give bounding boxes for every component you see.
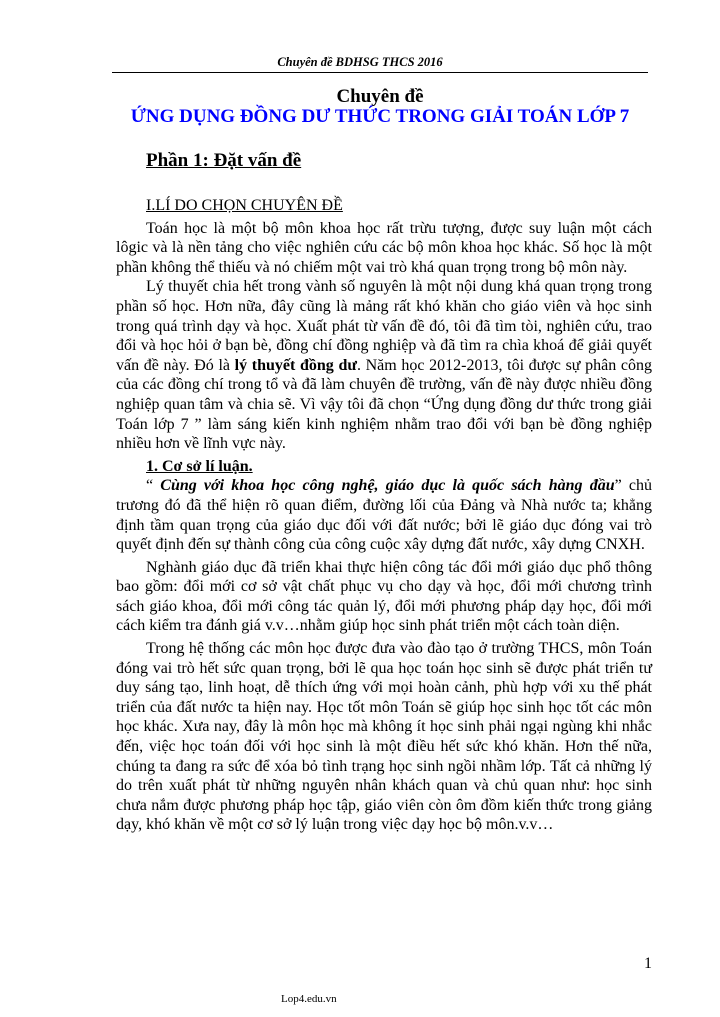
page-number: 1 [644, 955, 652, 972]
paragraph-3-emphasis: Cùng với khoa học công nghệ, giáo dục là quốc sách hàng đầu [160, 477, 615, 495]
footer-source: Lop4.edu.vn [281, 993, 337, 1005]
paragraph-2-bold: lý thuyết đồng dư [234, 356, 357, 374]
part-heading: Phần 1: Đặt vấn đề [146, 150, 302, 171]
subheading-1: 1. Cơ sở lí luận. [146, 457, 253, 475]
paragraph-3-quote: “ [146, 477, 161, 495]
paragraph-3 [116, 476, 652, 554]
header-rule [112, 72, 648, 73]
paragraph-2-text-b: . Năm học 2012-2013, tôi được sự phân công của các đồng chí trong tổ và đã làm chuyên đề trường, vấn đề này được nhiều đồng nghiệp quan tâm và chia sẽ. Vì vậy tôi đã chọn “Ứng dụng đồng dư thức trong giải Toán lớp 7 ” làm sáng kiến kinh nghiệm nhằm trao đổi với bạn bè đồng nghiệp nhiều hơn về lĩnh vực này. [116, 356, 652, 453]
paragraph-4: Nghành giáo dục đã triển khai thực hiện công tác đổi mới giáo dục phổ thông bao gồm: đổi mới cơ sở vật chất phục vụ cho dạy và học, đổi mới chương trình sách giáo khoa, đổi mới công tác quản lý, đổi mới phương pháp dạy học, đổi mới cách kiểm tra đánh giá v.v…nhằm giúp học sinh phát triển một cách toàn diện. [116, 558, 652, 635]
section-heading: I.LÍ DO CHỌN CHUYÊN ĐỀ [146, 197, 343, 214]
paragraph-5: Trong hệ thống các môn học được đưa vào đào tạo ở trường THCS, môn Toán đóng vai trò hết sức quan trọng, bởi lẽ qua học toán học sinh sẽ được phát triển tư duy sáng tạo, linh hoạt, dễ thích ứng với mọi hoàn cảnh, phù hợp với xu thế phát triển của đất nước ta hiện nay. Học tốt môn Toán sẽ giúp học sinh học tốt các môn học khác. Xưa nay, đây là môn học mà không ít học sinh phải ngại ngùng khi nhắc đến, việc học toán đối với học sinh là một điều hết sức khó khăn. Hơn thế nữa, chúng ta đang ra sức để xóa bỏ tình trạng học sinh ngồi nhầm lớp. Tất cả những lý do trên xuất phát từ những nguyên nhân khách quan và chủ quan như: học sinh chưa nắm được phương pháp học tập, giáo viên còn ôm đồm kiến thức trong giảng dạy, khó khăn về một cơ sở lý luận trong việc dạy học bộ môn.v.v… [116, 640, 652, 834]
running-header: Chuyên đề BDHSG THCS 2016 [277, 55, 443, 69]
paragraph-2-text-a: Lý thuyết chia hết trong vành số nguyên là một nội dung khá quan trọng trong phần số học. Hơn nữa, đây cũng là mảng rất khó khăn cho giáo viên và học sinh trong quá trình dạy và học. Xuất phát từ vấn đề đó, tôi đã tìm tòi, nghiên cứu, trao đổi và học hỏi ở bạn bè, đồng chí đồng nghiệp và đã tìm ra chìa khoá để giải quyết vấn đề này. Đó là [116, 278, 652, 374]
paragraph-1: Toán học là một bộ môn khoa học rất trừu tượng, được suy luận một cách lôgic và là nền tảng cho việc nghiên cứu các bộ môn khoa học khác. Số học là một phần không thể thiếu và nó chiếm một vai trò khá quan trọng trong bộ môn này. [116, 219, 652, 276]
doc-title-line2: ỨNG DỤNG ĐỒNG DƯ THỨC TRONG GIẢI TOÁN LỚP 7 [130, 106, 630, 127]
paragraph-3-text: ” chủ trương đó đã thể hiện rõ quan điểm, đường lối của Đảng và Nhà nước ta; khẳng định tầm quan trọng của giáo dục đối với đất nước; bởi lẽ giáo dục đóng vai trò quyết định đến sự thành công của công cuộc xây dựng đất nước, xây dựng CNXH. [116, 477, 652, 554]
subheading-1-row [116, 457, 652, 477]
paragraph-2 [116, 277, 652, 453]
body-text [116, 196, 652, 835]
doc-title-line1: Chuyên đề [336, 86, 424, 107]
